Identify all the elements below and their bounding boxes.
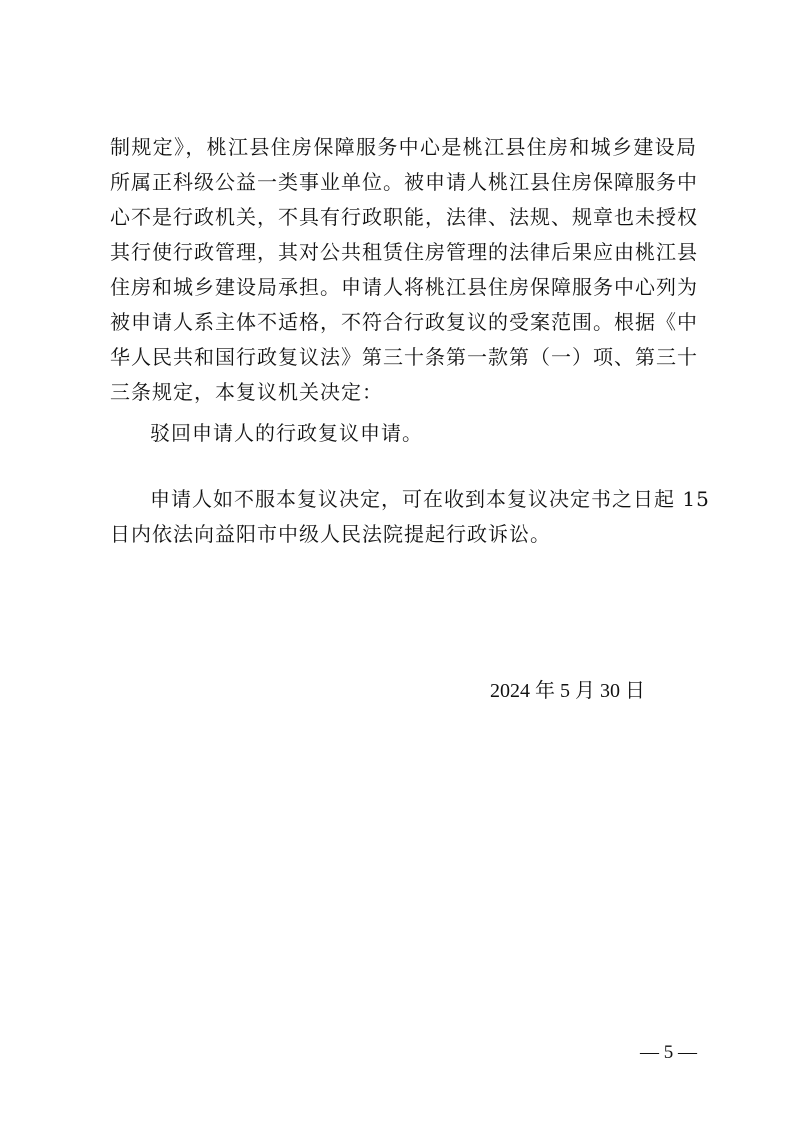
paragraph-1-line-1: 制规定》，桃江县住房保障服务中心是桃江县住房和城乡建设局 xyxy=(110,135,697,159)
paragraph-1-line-6: 被申请人系主体不适格，不符合行政复议的受案范围。根据《中 xyxy=(110,310,698,334)
paragraph-1-line-3: 心不是行政机关，不具有行政职能，法律、法规、规章也未授权 xyxy=(110,205,698,229)
paragraph-1-line-8: 三条规定，本复议机关决定： xyxy=(110,380,383,404)
paragraph-3-line-2: 日内依法向益阳市中级人民法院提起行政诉讼。 xyxy=(110,522,551,546)
page-number: — 5 — xyxy=(640,1042,697,1063)
paragraph-2-line-1: 驳回申请人的行政复议申请。 xyxy=(150,421,423,445)
paragraph-1-line-7: 华人民共和国行政复议法》第三十条第一款第（一）项、第三十 xyxy=(110,345,698,369)
decision-date: 2024 年 5 月 30 日 xyxy=(490,680,645,702)
paragraph-1-line-5: 住房和城乡建设局承担。申请人将桃江县住房保障服务中心列为 xyxy=(110,275,698,299)
paragraph-1-line-4: 其行使行政管理，其对公共租赁住房管理的法律后果应由桃江县 xyxy=(110,240,698,264)
paragraph-3-line-1: 申请人如不服本复议决定，可在收到本复议决定书之日起 15 xyxy=(150,487,710,511)
paragraph-1-line-2: 所属正科级公益一类事业单位。被申请人桃江县住房保障服务中 xyxy=(110,170,698,194)
